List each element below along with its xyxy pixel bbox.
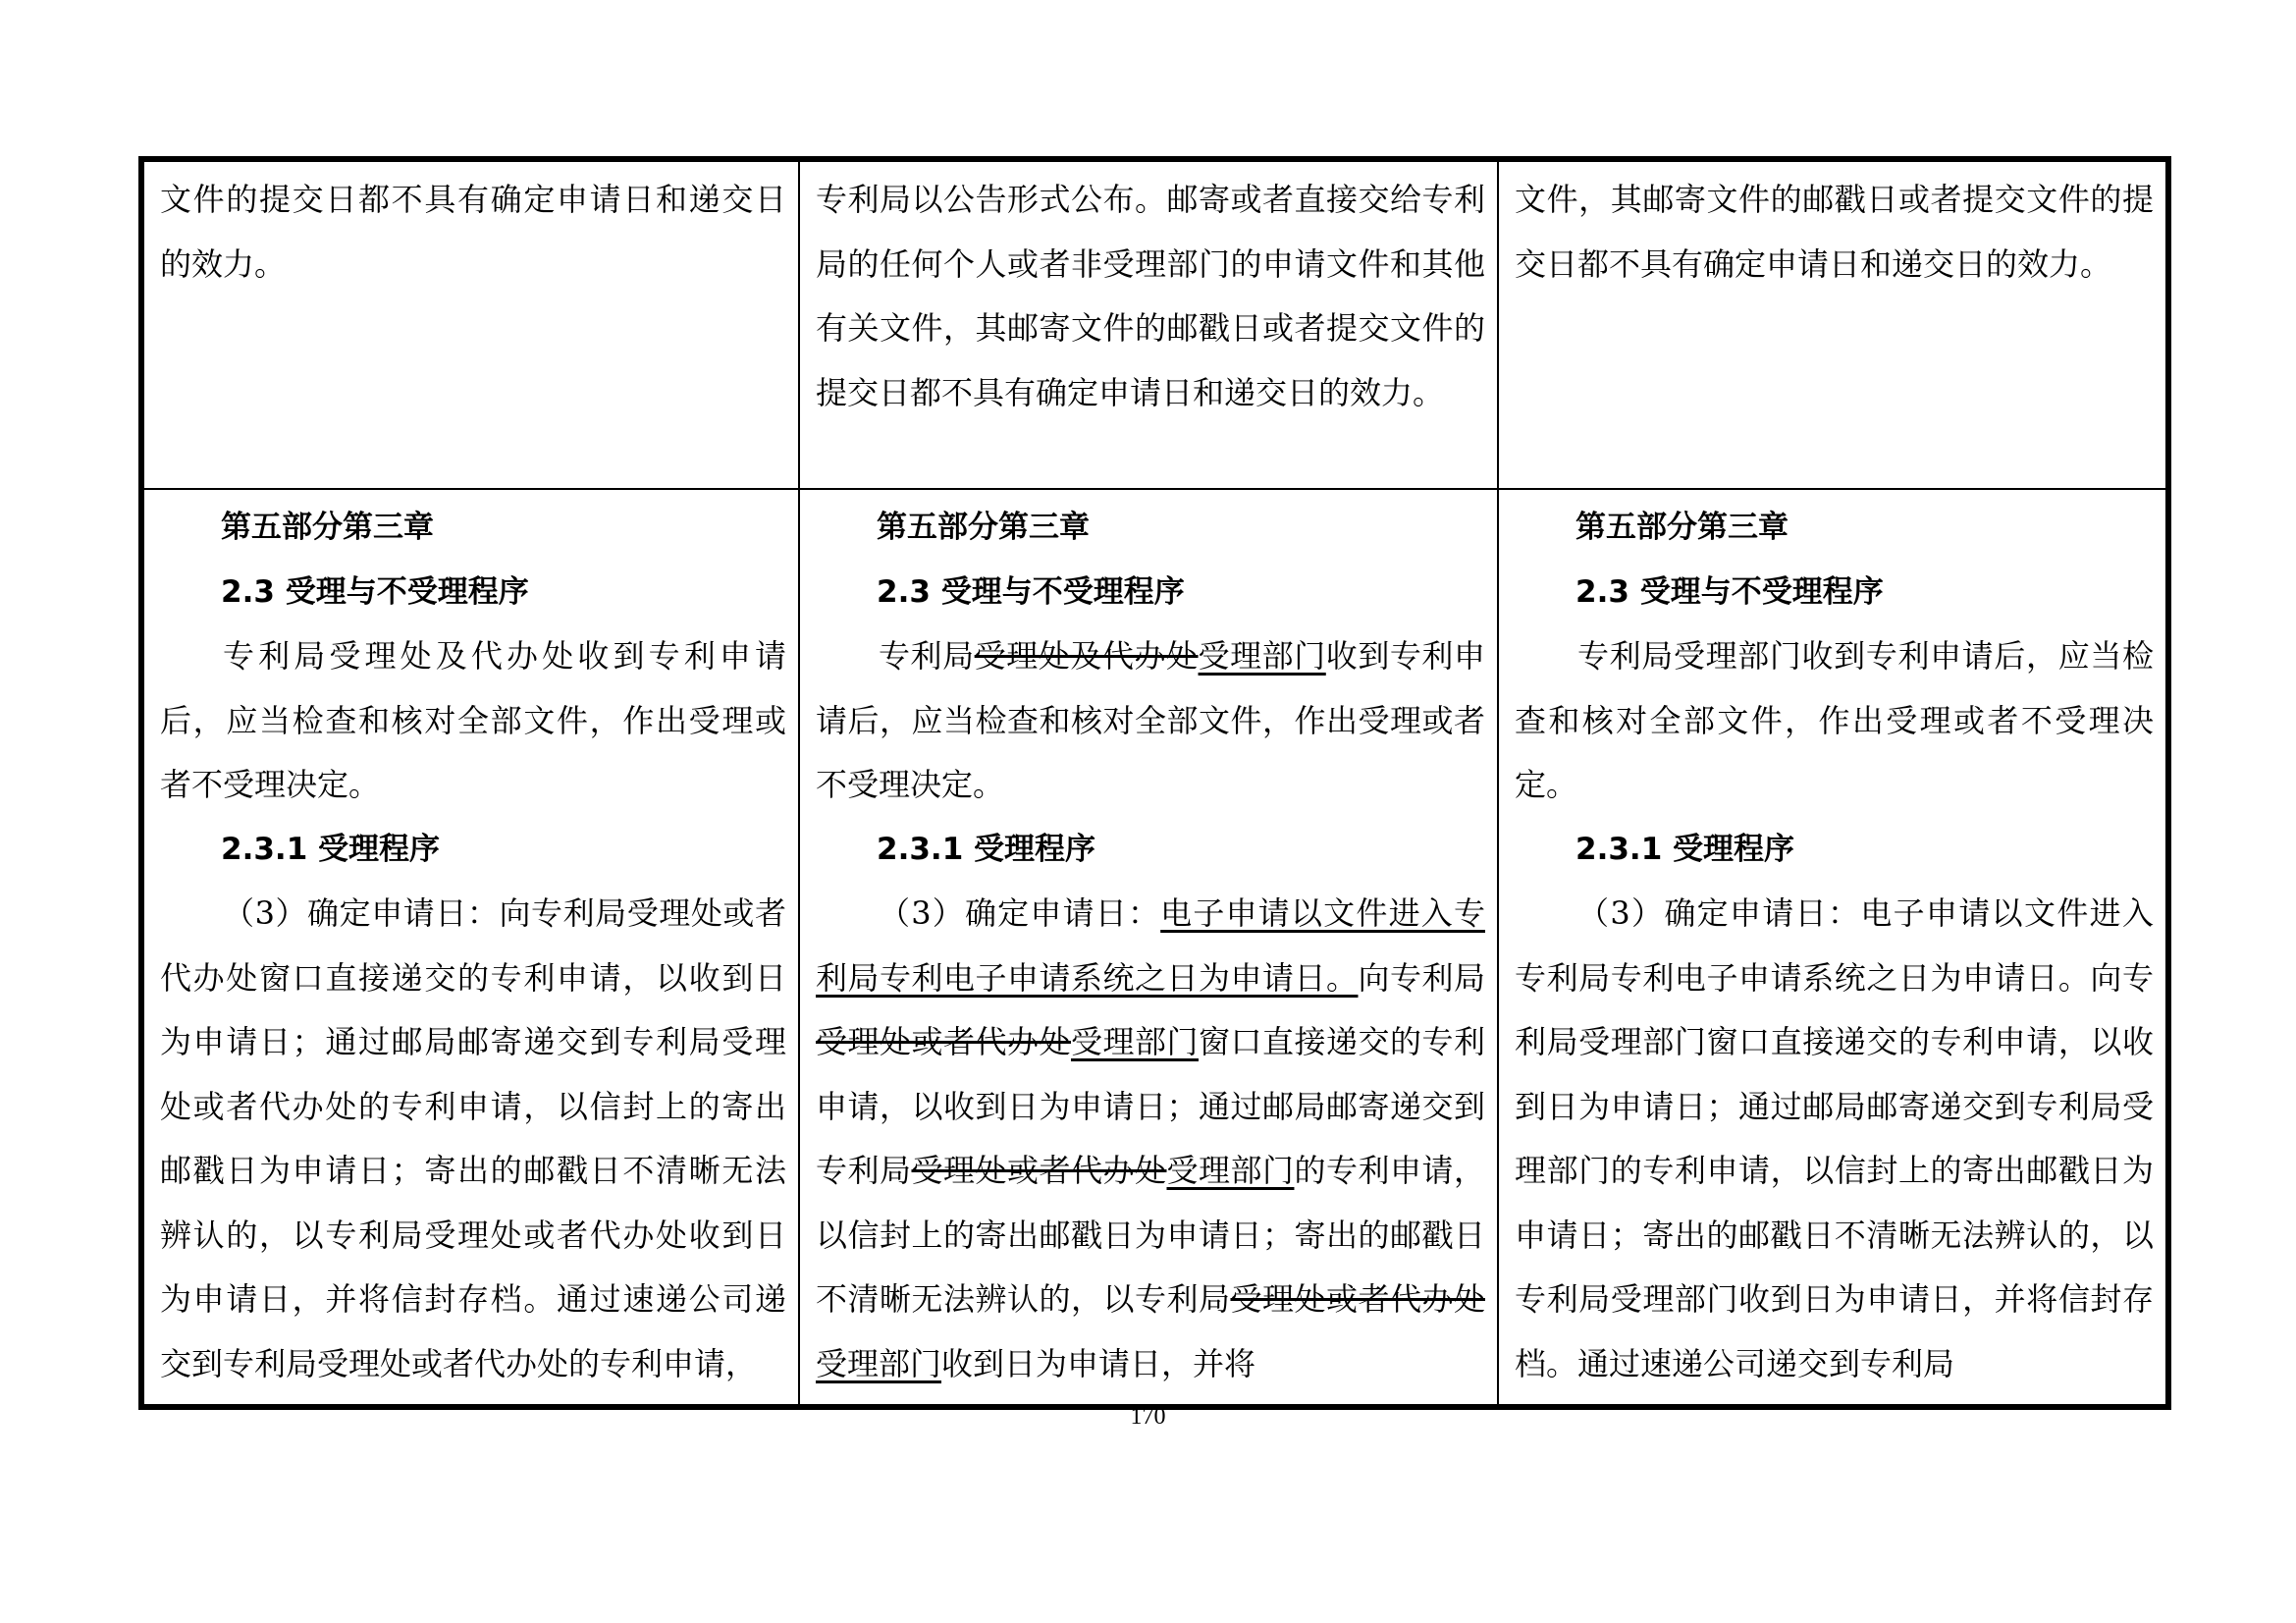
paragraph: 专利局受理部门收到专利申请后，应当检查和核对全部文件，作出受理或者不受理决定。 <box>1515 637 2154 803</box>
paragraph-with-revisions <box>816 882 1485 1396</box>
paragraph-with-revisions <box>816 624 1485 818</box>
cell-revised-text <box>1498 489 2168 1407</box>
deleted-text: 受理处及代办处 <box>974 637 1199 675</box>
paragraph: （3）确定申请日：电子申请以文件进入专利局专利电子申请系统之日为申请日。向专利局受理部门窗口直接递交的专利申请，以收到日为申请日；通过邮局邮寄递交到专利局受理部门的专利申请，以信封上的寄出邮戳日为申请日；寄出的邮戳日不清晰无法辨认的，以专利局受理部门收到日为申请日，并将信封存档。通过速递公司递交到专利局 <box>1515 894 2154 1382</box>
deleted-text: 受理处或者代办处 <box>911 1152 1167 1189</box>
text-run: 的专利申请，以信封上的寄出邮戳日为申请日；寄出的邮戳日不清晰无法辨认的，以专利局 <box>816 1152 1485 1318</box>
comparison-table <box>138 156 2171 1410</box>
text-run: 向专利局 <box>1358 958 1485 997</box>
inserted-text: 受理部门 <box>1070 1023 1199 1060</box>
paragraph: 文件，其邮寄文件的邮戳日或者提交文件的提交日都不具有确定申请日和递交日的效力。 <box>1515 181 2154 283</box>
cell-revision-marked <box>799 489 1498 1407</box>
section-heading: 第五部分第三章 <box>1575 510 1789 545</box>
inserted-text: 受理部门 <box>1166 1152 1295 1189</box>
inserted-text: 电子申请以文件进入专利局专利电子申请系统之日为申请日。 <box>816 894 1485 997</box>
text-run: （3）确定申请日： <box>879 894 1161 932</box>
paragraph: （3）确定申请日：向专利局受理处或者代办处窗口直接递交的专利申请，以收到日为申请日；通过邮局邮寄递交到专利局受理处或者代办处的专利申请，以信封上的寄出邮戳日为申请日；寄出的邮戳日不清晰无法辨认的，以专利局受理处或者代办处收到日为申请日，并将信封存档。通过速递公司递交到专利局受理处或者代办处的专利申请， <box>160 894 786 1382</box>
section-heading: 2.3 受理与不受理程序 <box>221 573 529 610</box>
section-heading: 2.3.1 受理程序 <box>1575 831 1795 867</box>
table-row <box>141 159 2168 489</box>
section-heading: 2.3 受理与不受理程序 <box>1575 573 1884 610</box>
section-heading: 第五部分第三章 <box>221 510 434 545</box>
paragraph: 专利局受理处及代办处收到专利申请后，应当检查和核对全部文件，作出受理或者不受理决定。 <box>160 637 786 803</box>
section-heading: 2.3.1 受理程序 <box>221 831 441 867</box>
section-heading: 2.3 受理与不受理程序 <box>877 573 1185 610</box>
section-heading: 第五部分第三章 <box>877 510 1090 545</box>
cell-revision-marked <box>799 159 1498 489</box>
cell-original-text <box>141 159 799 489</box>
inserted-text: 受理部门 <box>1198 637 1326 675</box>
page-number: 170 <box>1130 1404 1166 1430</box>
text-run: 专利局 <box>879 637 975 675</box>
deleted-text: 受理处或者代办处 <box>1230 1280 1485 1318</box>
text-run: 收到日为申请日，并将 <box>941 1344 1256 1382</box>
section-heading: 2.3.1 受理程序 <box>877 831 1096 867</box>
deleted-text: 受理处或者代办处 <box>816 1023 1071 1060</box>
paragraph: 专利局以公告形式公布。邮寄或者直接交给专利局的任何个人或者非受理部门的申请文件和其他有关文件，其邮寄文件的邮戳日或者提交文件的提交日都不具有确定申请日和递交日的效力。 <box>816 181 1485 411</box>
table-row <box>141 489 2168 1407</box>
cell-original-text <box>141 489 799 1407</box>
inserted-text: 受理部门 <box>816 1344 942 1382</box>
paragraph: 文件的提交日都不具有确定申请日和递交日的效力。 <box>160 181 786 283</box>
text-run: 收到专利申请后，应当检查和核对全部文件，作出受理或者不受理决定。 <box>816 637 1485 803</box>
cell-revised-text <box>1498 159 2168 489</box>
text-run: 窗口直接递交的专利申请，以收到日为申请日；通过邮局邮寄递交到专利局 <box>816 1023 1485 1189</box>
